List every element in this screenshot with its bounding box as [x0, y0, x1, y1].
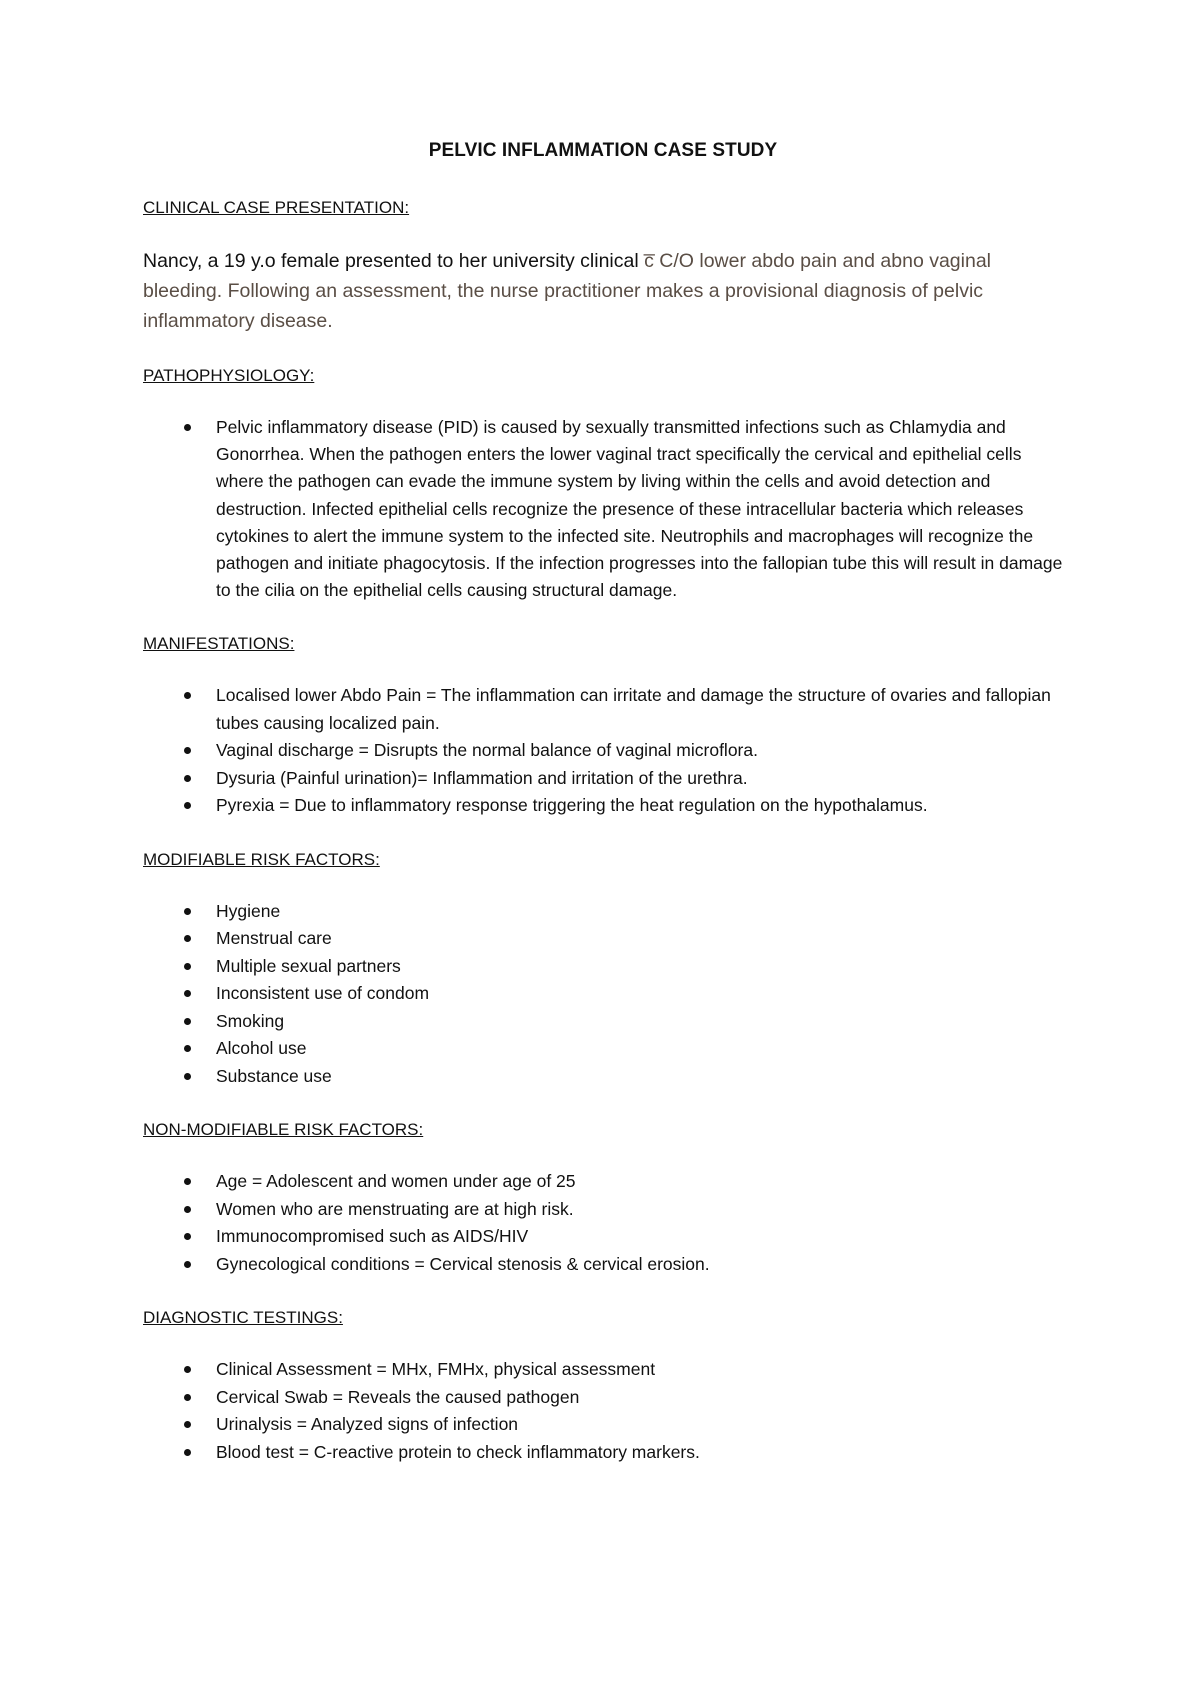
list-item — [143, 1168, 1073, 1196]
bullet-icon — [184, 775, 191, 782]
modifiable-section — [143, 850, 1073, 1091]
non-modifiable-section — [143, 1120, 1073, 1278]
bullet-icon — [184, 747, 191, 754]
list-item-text: Age = Adolescent and women under age of 25 — [216, 1171, 576, 1192]
list-item-text: Localised lower Abdo Pain = The inflammation can irritate and damage the structure of ovaries and fallopian tubes causing localized pain. — [216, 685, 1051, 733]
clinical-heading: CLINICAL CASE PRESENTATION: — [143, 198, 410, 217]
manifestations-heading: MANIFESTATIONS: — [143, 634, 295, 654]
list-item-text: Dysuria (Painful urination)= Inflammation and irritation of the urethra. — [216, 767, 748, 788]
modifiable-heading: MODIFIABLE RISK FACTORS: — [143, 849, 380, 869]
bullet-icon — [184, 1018, 191, 1025]
bullet-icon — [184, 908, 191, 915]
list-item-text: Pelvic inflammatory disease (PID) is caused by sexually transmitted infections such as Chlamydia and Gonorrhea. When the pathogen enters the lower vaginal tract specifically the cervical and epithelial cells where the pathogen can evade the immune system by living within the cells and avoid detection and destruction. Infected epithelial cells recognize the presence of these intracellular bacteria which releases cytokines to alert the immune system to the infected site. Neutrophils and macrophages will recognize the pathogen and initiate phagocytosis. If the infection progresses into the fallopian tube this will result in damage to the cilia on the epithelial cells causing structural damage. — [216, 417, 1063, 601]
pathophysiology-list — [143, 414, 1073, 604]
manifestations-section — [143, 634, 1073, 820]
bullet-icon — [184, 1178, 191, 1185]
non-modifiable-list — [143, 1168, 1073, 1278]
list-item — [143, 414, 1073, 604]
bullet-icon — [184, 802, 191, 809]
clinical-text-highlight: c̅ C/O lower abdo pain and abno vaginal bleeding. Following an assessment, the nurse practitioner makes a provisional diagnosis of pelvic inflammatory disease. — [143, 250, 992, 332]
list-item — [143, 1411, 1073, 1439]
bullet-icon — [184, 963, 191, 970]
bullet-icon — [184, 935, 191, 942]
list-item — [143, 792, 1073, 820]
bullet-icon — [184, 1449, 191, 1456]
bullet-icon — [184, 1421, 191, 1428]
list-item — [143, 1251, 1073, 1279]
list-item — [143, 1008, 1073, 1036]
list-item-text: Inconsistent use of condom — [216, 983, 430, 1004]
list-item — [143, 1223, 1073, 1251]
list-item — [143, 925, 1073, 953]
list-item-text: Clinical Assessment = MHx, FMHx, physical assessment — [216, 1359, 656, 1380]
document-page — [143, 140, 1073, 1496]
non-modifiable-heading: NON-MODIFIABLE RISK FACTORS: — [143, 1120, 424, 1140]
list-item — [143, 898, 1073, 926]
diagnostic-section — [143, 1308, 1073, 1466]
diagnostic-heading: DIAGNOSTIC TESTINGS: — [143, 1308, 343, 1328]
bullet-icon — [184, 1233, 191, 1240]
list-item-text: Cervical Swab = Reveals the caused pathogen — [216, 1386, 580, 1407]
bullet-icon — [184, 1394, 191, 1401]
list-item — [143, 953, 1073, 981]
list-item — [143, 1384, 1073, 1412]
list-item-text: Substance use — [216, 1065, 332, 1086]
clinical-case-text — [143, 246, 1073, 336]
list-item-text: Urinalysis = Analyzed signs of infection — [216, 1414, 519, 1435]
modifiable-list — [143, 898, 1073, 1091]
bullet-icon — [184, 1261, 191, 1268]
pathophysiology-section — [143, 366, 1073, 604]
document-title: PELVIC INFLAMMATION CASE STUDY — [428, 140, 778, 161]
bullet-icon — [184, 1206, 191, 1213]
list-item-text: Pyrexia = Due to inflammatory response triggering the heat regulation on the hypothalamus. — [216, 795, 928, 816]
pathophysiology-heading: PATHOPHYSIOLOGY: — [143, 366, 315, 385]
bullet-icon — [184, 990, 191, 997]
list-item-text: Multiple sexual partners — [216, 955, 401, 976]
list-item-text: Immunocompromised such as AIDS/HIV — [216, 1226, 529, 1247]
list-item-text: Smoking — [216, 1010, 285, 1031]
diagnostic-list — [143, 1356, 1073, 1466]
list-item — [143, 1063, 1073, 1091]
clinical-text-plain: Nancy, a 19 y.o female presented to her university clinical — [143, 250, 645, 272]
bullet-icon — [184, 1366, 191, 1373]
list-item-text: Alcohol use — [216, 1038, 307, 1059]
list-item-text: Gynecological conditions = Cervical stenosis & cervical erosion. — [216, 1253, 710, 1274]
list-item-text: Hygiene — [216, 900, 281, 921]
list-item — [143, 682, 1073, 737]
manifestations-list — [143, 682, 1073, 820]
bullet-icon — [184, 1073, 191, 1080]
list-item-text: Blood test = C-reactive protein to check inflammatory markers. — [216, 1441, 700, 1462]
list-item — [143, 1356, 1073, 1384]
list-item-text: Vaginal discharge = Disrupts the normal balance of vaginal microflora. — [216, 740, 758, 761]
list-item-text: Women who are menstruating are at high risk. — [216, 1198, 574, 1219]
list-item — [143, 1439, 1073, 1467]
bullet-icon — [184, 424, 191, 431]
list-item — [143, 737, 1073, 765]
list-item — [143, 765, 1073, 793]
bullet-icon — [184, 1045, 191, 1052]
list-item — [143, 1035, 1073, 1063]
bullet-icon — [184, 692, 191, 699]
list-item — [143, 980, 1073, 1008]
list-item-text: Menstrual care — [216, 928, 332, 949]
list-item — [143, 1196, 1073, 1224]
